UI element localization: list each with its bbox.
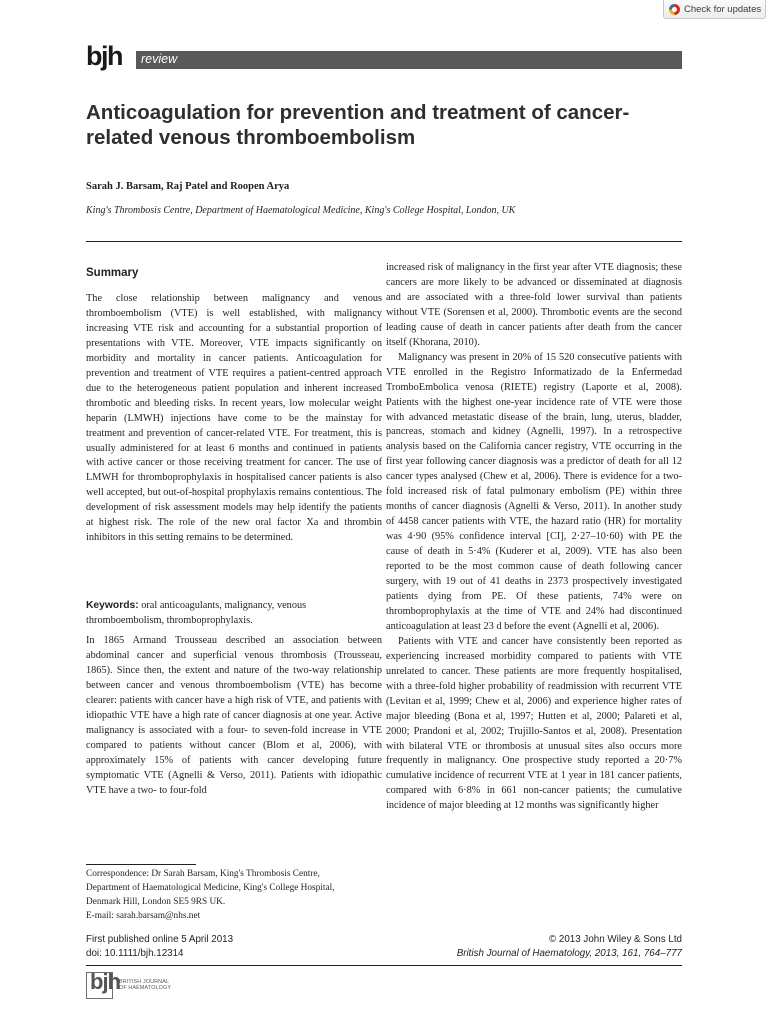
keywords-text: oral anticoagulants, malignancy, venous thromboembolism, thromboprophylaxis. xyxy=(86,600,307,626)
article-authors: Sarah J. Barsam, Raj Patel and Roopen Arya xyxy=(86,181,290,192)
journal-brand: bjh xyxy=(86,41,122,71)
journal-logo-name xyxy=(119,979,171,991)
check-for-updates-label: Check for updates xyxy=(684,3,762,15)
journal-logo: bjh xyxy=(90,969,120,994)
header-divider xyxy=(86,241,682,242)
correspondence-line: Department of Haematological Medicine, King's College Hospital, xyxy=(86,883,335,894)
intro-column xyxy=(86,634,382,798)
section-label: review xyxy=(141,52,178,66)
publication-info xyxy=(86,933,233,961)
right-column xyxy=(386,261,682,814)
footer-divider xyxy=(86,965,682,966)
summary-paragraph: The close relationship between malignancy and venous thromboembolism (VTE) is well established, with malignancy increasing VTE risk and accounting for a substantial proportion of presentations with VTE. Moreover, VTE impacts significantly on morbidity and mortality in cancer patients. Anticoagulation for prevention and treatment of VTE requires a patient-centred approach due to the heterogeneous patient population and inherent increased thrombotic and bleeding risks. In recent years, low molecular weight heparin (LMWH) injections have come to be the mainstay for treatment and prevention of cancer-related VTE. For treatment, this is usually administered for at least 6 months and continued in patients with active cancer or those receiving treatment for cancer. The use of LMWH for thromboprophylaxis in hospitalised cancer patients is also well accepted, but out-of-hospital prophylaxis remains contentious. The development of risk assessment models may help identify the patients at highest risk. The role of the new oral factor Xa and thrombin inhibitors in this setting remains to be determined. xyxy=(86,293,382,544)
correspondence xyxy=(86,867,382,923)
journal-logo-line: BRITISH JOURNAL xyxy=(119,979,170,985)
body-paragraph: Patients with VTE and cancer have consistently been reported as experiencing increased morbidity compared to patients with VTE unrelated to cancer. These patients are more frequently hospitalised, with a three-fold higher probability of readmission with recurrent VTE (Levitan et al, 1999; Chew et al, 2006) and experience higher rates of major bleeding (Bona et al, 1997; Hutten et al, 2000; Palareti et al, 2000; Prandoni et al, 2002; Trujillo-Santos et al, 2008). Presentation with bilateral VTE or thrombosis at unusual sites also occurs more frequently in malignancy. One prospective study reported a 20·7% cumulative incidence of recurrent VTE at 1 year in 181 cancer patients, compared with 6·8% in 661 non-cancer patients; the cumulative incidence of major bleeding at 12 months was significantly higher xyxy=(386,635,682,812)
journal-citation xyxy=(386,947,682,961)
published-date: First published online 5 April 2013 xyxy=(86,934,234,945)
copyright-info xyxy=(386,933,682,961)
footnote-divider xyxy=(86,864,196,865)
journal-logo-line: OF HAEMATOLOGY xyxy=(119,985,172,991)
section-bar xyxy=(136,51,682,69)
correspondence-line: Correspondence: Dr Sarah Barsam, King's Thrombosis Centre, xyxy=(86,869,320,879)
summary-heading: Summary xyxy=(86,267,139,279)
body-paragraph: increased risk of malignancy in the first year after VTE diagnosis; these cancers are more likely to be advanced or disseminated at diagnosis and are associated with a three-fold lower survival than patients without VTE (Sorensen et al, 2000). Thrombotic events are the second leading cause of death in cancer patients after death from the cancer itself (Khorana, 2010). xyxy=(386,262,682,348)
crossmark-icon xyxy=(669,4,680,15)
journal-citation-text: British Journal of Haematology, 2013, 161, 764–777 xyxy=(456,948,682,959)
keywords xyxy=(86,598,382,628)
correspondence-line: Denmark Hill, London SE5 9RS UK. xyxy=(86,897,226,908)
article-affiliation: King's Thrombosis Centre, Department of Haematological Medicine, King's College Hospital, London, UK xyxy=(86,205,516,216)
copyright: © 2013 John Wiley & Sons Ltd xyxy=(548,934,682,945)
summary-text xyxy=(86,292,382,546)
keywords-label: Keywords: xyxy=(86,600,139,611)
check-for-updates-button[interactable] xyxy=(663,0,766,19)
article-title: Anticoagulation for prevention and treatment of cancer-related venous thromboembolism xyxy=(86,101,630,149)
correspondence-email[interactable]: E-mail: sarah.barsam@nhs.net xyxy=(86,911,201,922)
doi-link[interactable]: doi: 10.1111/bjh.12314 xyxy=(86,948,184,959)
body-paragraph: Malignancy was present in 20% of 15 520 consecutive patients with VTE enrolled in the Registro Informatizado de la Enfermedad TromboEmbolica venosa (RIETE) registry (Laporte et al, 2008). Patients with the highest one-year incidence rate of VTE were those with advanced metastatic disease of the brain, lung, uterus, bladder, pancreas, stomach and kidney (Agnelli, 1997). In a retrospective analysis based on the California cancer registry, VTE occurring in the first year following cancer diagnosis was a predictor of death for all 12 cancer types analysed (Chew et al, 2006). There is evidence for a two-fold increased risk of fatal pulmonary embolism (PE) within three months of cancer diagnosis (Agnelli & Verso, 2011). In another study of 4458 cancer patients with VTE, the hazard ratio (HR) for mortality was 4·90 (95% confidence interval [CI], 2·27–10·60) with PE the cause of death in 5·4% (Kuderer et al, 2009). VTE has also been reported to be the most common cause of death following cancer surgery, with 19 out of 41 deaths in 2373 prospectively investigated patients dying from PE. Of these patients, 74% were on thromboprophylaxis at the time of VTE and 24% had discontinued anticoagulation at least 23 d before the event (Agnelli et al, 2006). xyxy=(386,351,682,632)
intro-paragraph: In 1865 Armand Trousseau described an association between abdominal cancer and superficial venous thrombosis (Trousseau, 1865). Since then, the extent and nature of the two-way relationship between cancer and venous thromboembolism (VTE) has become clearer: patients with cancer have a high risk of VTE, and patients with idiopathic VTE have a high rate of cancer diagnosis at one year. Active malignancy is associated with a four- to seven-fold increase in VTE compared to patients without cancer (Blom et al, 2006), with approximately 15% of patients with cancer developing future symptomatic VTE (Agnelli & Verso, 2011). Patients with idiopathic VTE have a two- to four-fold xyxy=(86,635,382,796)
